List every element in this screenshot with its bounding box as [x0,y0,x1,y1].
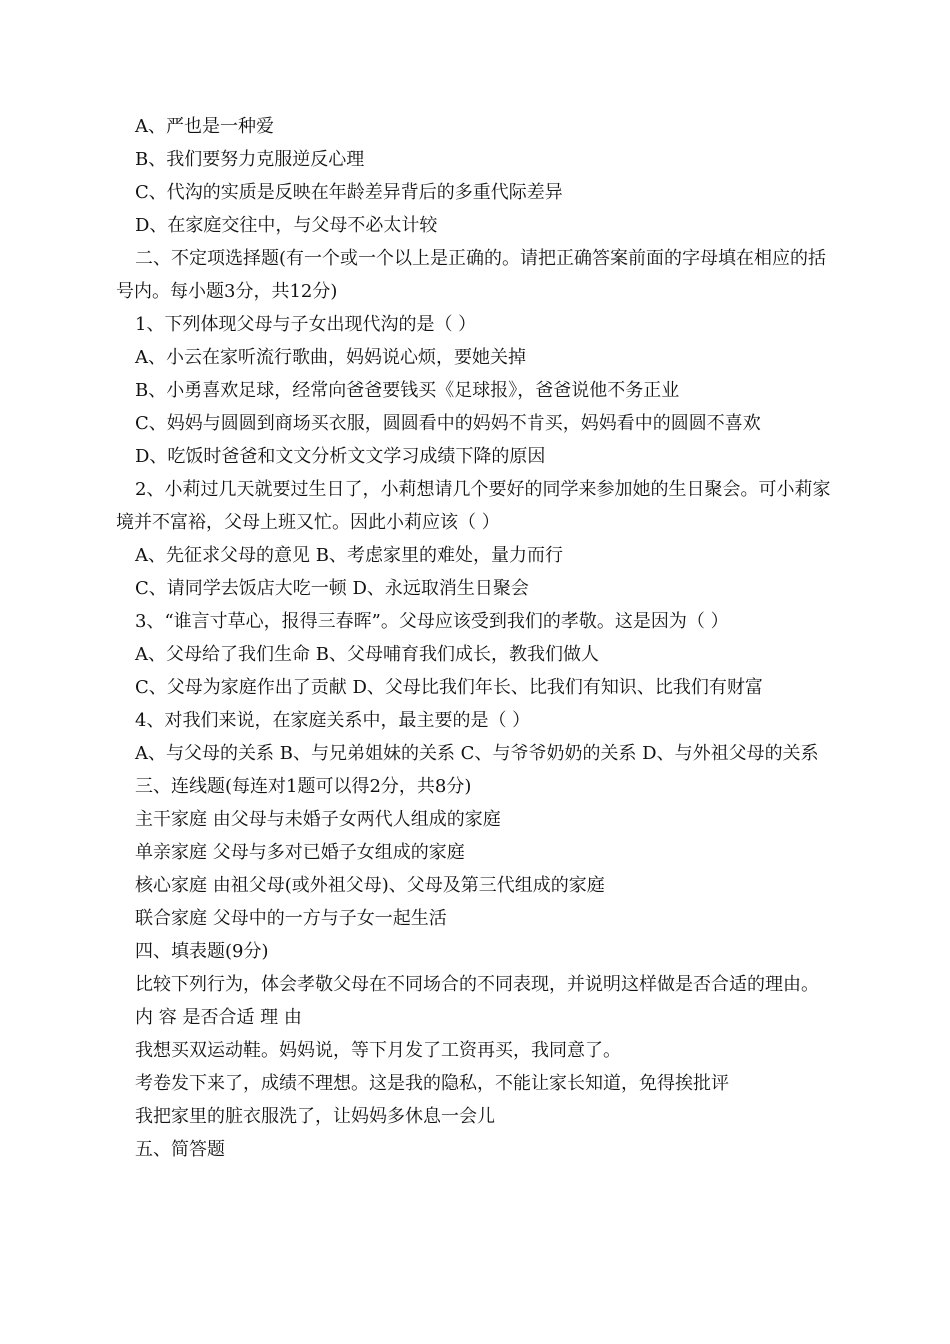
document-body [116,110,838,1166]
text-line: B、我们要努力克服逆反心理 [135,149,365,170]
text-line: 内 容 是否合适 理 由 [135,1007,302,1028]
text-line: C、代沟的实质是反映在年龄差异背后的多重代际差异 [135,182,563,203]
text-line: 单亲家庭 父母与多对已婚子女组成的家庭 [135,842,465,863]
text-line: A、先征求父母的意见 B、考虑家里的难处，量力而行 [135,545,563,566]
text-line: 2、小莉过几天就要过生日了，小莉想请几个要好的同学来参加她的生日聚会。可小莉家境并不富裕，父母上班又忙。因此小莉应该（ ） [116,479,831,533]
text-line: A、小云在家听流行歌曲，妈妈说心烦，要她关掉 [135,347,526,368]
text-line: 二、不定项选择题(有一个或一个以上是正确的。请把正确答案前面的字母填在相应的括号内。每小题3分，共12分) [116,248,827,302]
text-line: 考卷发下来了，成绩不理想。这是我的隐私，不能让家长知道，免得挨批评 [135,1073,729,1094]
text-line: C、请同学去饭店大吃一顿 D、永远取消生日聚会 [135,578,529,599]
text-line: 联合家庭 父母中的一方与子女一起生活 [135,908,447,929]
text-line: A、与父母的关系 B、与兄弟姐妹的关系 C、与爷爷奶奶的关系 D、与外祖父母的关系 [135,743,819,764]
text-line: 四、填表题(9分) [135,941,269,962]
text-line: 我想买双运动鞋。妈妈说，等下月发了工资再买，我同意了。 [135,1040,621,1061]
text-line: 4、对我们来说，在家庭关系中，最主要的是（ ） [135,710,531,731]
text-line: A、父母给了我们生命 B、父母哺育我们成长，教我们做人 [135,644,599,665]
text-line: D、吃饭时爸爸和文文分析文文学习成绩下降的原因 [135,446,546,467]
text-line: D、在家庭交往中，与父母不必太计较 [135,215,438,236]
text-line: 我把家里的脏衣服洗了，让妈妈多休息一会儿 [135,1106,495,1127]
text-line: 三、连线题(每连对1题可以得2分，共8分) [135,776,472,797]
text-line: 核心家庭 由祖父母(或外祖父母)、父母及第三代组成的家庭 [135,875,605,896]
text-line: C、妈妈与圆圆到商场买衣服，圆圆看中的妈妈不肯买，妈妈看中的圆圆不喜欢 [135,413,761,434]
text-line: 3、“谁言寸草心，报得三春晖”。父母应该受到我们的孝敬。这是因为（ ） [135,611,729,632]
text-line: A、严也是一种爱 [135,116,274,137]
text-line: C、父母为家庭作出了贡献 D、父母比我们年长、比我们有知识、比我们有财富 [135,677,763,698]
text-line: 1、下列体现父母与子女出现代沟的是（ ） [135,314,477,335]
text-line: 五、简答题 [135,1139,225,1160]
text-line: 主干家庭 由父母与未婚子女两代人组成的家庭 [135,809,501,830]
text-line: B、小勇喜欢足球，经常向爸爸要钱买《足球报》，爸爸说他不务正业 [135,380,680,401]
text-line: 比较下列行为，体会孝敬父母在不同场合的不同表现，并说明这样做是否合适的理由。 [135,974,819,995]
